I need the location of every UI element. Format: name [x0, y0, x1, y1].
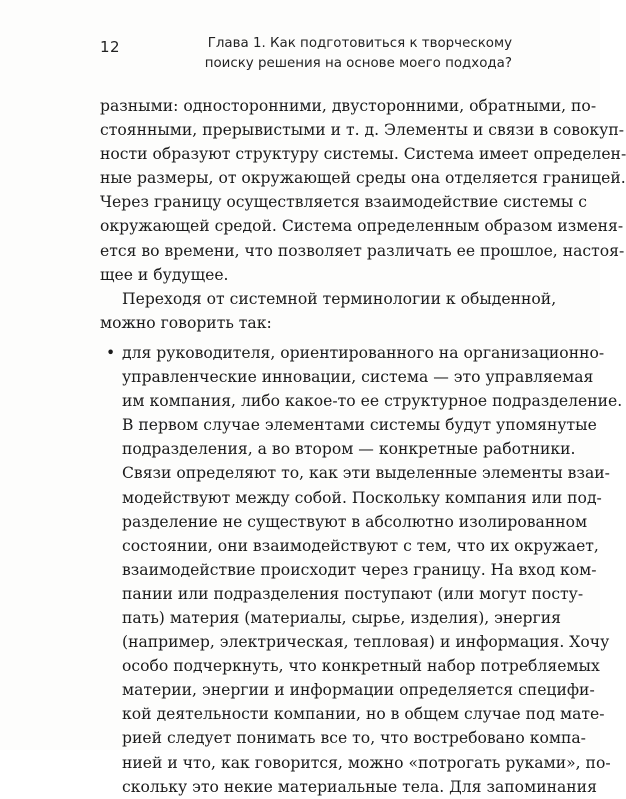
bullet-first-line [100, 341, 605, 365]
text-line: особо подчеркнуть, что конкретный набор потребляемых [122, 657, 600, 676]
text-line: щее и будущее. [100, 265, 229, 284]
text-line: В первом случае элементами системы будут упомянутые [122, 416, 597, 435]
text-line: окружающей средой. Система определенным образом изменя- [100, 217, 624, 236]
text-line: состоянии, они взаимодействуют с тем, что их окружает, [122, 536, 599, 555]
text-line: для руководителя, ориентированного на организационно- [122, 343, 605, 362]
text-line: Через границу осуществляется взаимодействие системы с [100, 193, 588, 212]
text-line: ные размеры, от окружающей среды она отделяется границей. [100, 169, 626, 188]
text-line: пать) материя (материалы, сырье, изделия), энергия [122, 608, 561, 627]
text-line: (например, электрическая, тепловая) и информация. Хочу [122, 633, 610, 652]
bullet-item [100, 341, 623, 799]
text-line: можно говорить так: [100, 313, 272, 332]
body-text [100, 94, 626, 799]
text-line: материи, энергии и информации определяется специфи- [122, 681, 595, 700]
text-line: модействуют между собой. Поскольку компания или под- [122, 488, 602, 507]
running-head [205, 34, 512, 74]
text-line: управленческие инновации, система — это управляемая [122, 368, 594, 387]
running-head-line-1: Глава 1. Как подготовиться к творческому [207, 36, 512, 51]
text-line: кой деятельности компании, но в общем случае под мате- [122, 705, 605, 724]
text-line: им компания, либо какое-то ее структурное подразделение. [122, 392, 623, 411]
text-line: нией и что, как говорится, можно «потрогать руками», по- [122, 753, 611, 772]
text-line: стоянными, прерывистыми и т. д. Элементы и связи в совокуп- [100, 121, 625, 140]
text-line: Связи определяют то, как эти выделенные элементы взаи- [122, 464, 610, 483]
paragraph-1 [100, 94, 626, 287]
text-line: разделение не существуют в абсолютно изолированном [122, 512, 588, 531]
text-line: ется во времени, что позволяет различать ее прошлое, настоя- [100, 241, 625, 260]
text-line: пании или подразделения поступают (или могут посту- [122, 584, 584, 603]
bullet-marker: • [106, 343, 116, 362]
paragraph-2 [100, 287, 557, 335]
text-line: взаимодействие происходит через границу. На вход ком- [122, 560, 597, 579]
text-line: рией следует понимать все то, что востребовано компа- [122, 729, 586, 748]
text-line: подразделения, а во втором — конкретные работники. [122, 440, 576, 459]
running-head-line-2: поиску решения на основе моего подхода? [204, 56, 512, 71]
text-line: Переходя от системной терминологии к обыденной, [122, 289, 557, 308]
page-number: 12 [100, 38, 121, 56]
text-line: ности образуют структуру системы. Система имеет определен- [100, 145, 626, 164]
text-line: разными: односторонними, двусторонними, обратными, по- [100, 97, 597, 115]
text-line: скольку это некие материальные тела. Для запоминания [122, 777, 597, 796]
